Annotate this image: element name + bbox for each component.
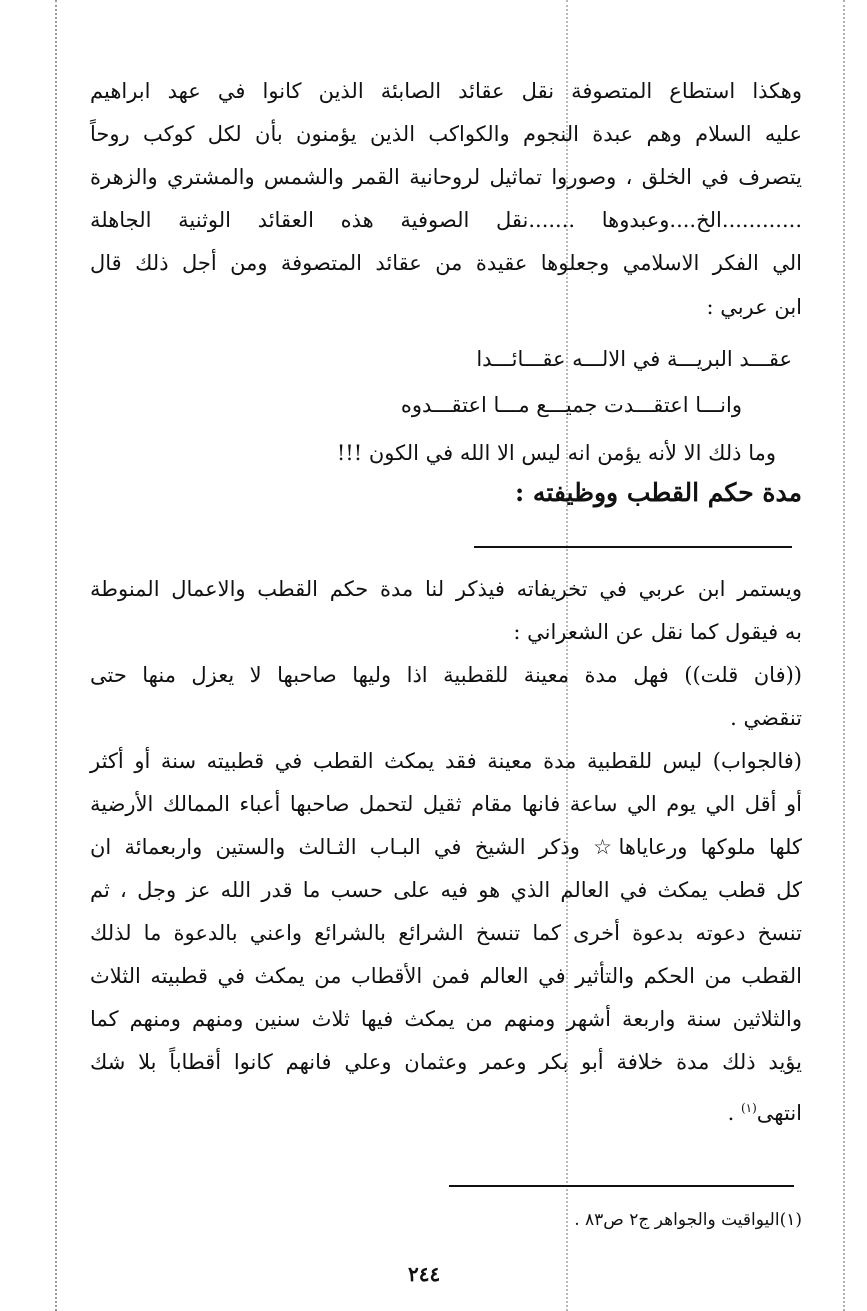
paragraph-2-line: ويستمر ابن عربي في تخريفاته فيذكر لنا مدة حكم القطب والاعمال المنوطة <box>90 577 802 601</box>
paragraph-1-line: عليه السلام وهم عبدة النجوم والكواكب الذين يؤمنون بأن لكل كوكب روحاً <box>90 122 802 146</box>
paragraph-2-end: . <box>727 1101 741 1125</box>
paragraph-2-line: كلها ملوكها ورعاياها☆ وذكر الشيخ في البـاب الثـالث والستين واربعمائة ان <box>90 835 802 859</box>
paragraph-1-line: الي الفكر الاسلامي وجعلوها عقيدة من عقائد المتصوفة ومن أجل ذلك قال <box>90 251 802 275</box>
paragraph-2-line: ((فان قلت)) فهل مدة معينة للقطبية اذا وليها صاحبها لا يعزل منها حتى <box>90 663 802 687</box>
closing-line-block <box>90 432 802 474</box>
paragraph-2-line: تنسخ دعوته بدعوة أخرى كما تنسخ الشرائع بالشرائع واعني بالدعوة ما لذلك <box>90 921 802 945</box>
paragraph-1-line: ............الخ....وعبدوها .......نقل الصوفية هذه العقائد الوثنية الجاهلة <box>90 208 802 232</box>
poem-verse: وانـــا اعتقـــدت جميـــع مـــا اعتقـــدوه <box>400 393 742 417</box>
page-number: ٢٤٤ <box>408 1262 441 1286</box>
paragraph-2 <box>90 568 802 1168</box>
paragraph-2-line: والثلاثين سنة واربعة أشهر ومنهم من يمكث فيها ثلاث سنين ومنهم ومنهم كما <box>90 1007 802 1031</box>
footnote: (١)اليواقيت والجواهر ج٢ ص٨٣ . <box>574 1210 802 1230</box>
footnote-rule <box>449 1185 794 1187</box>
paragraph-2-line: انتهى <box>756 1101 802 1125</box>
paragraph-2-last-line <box>90 1087 802 1134</box>
closing-line: وما ذلك الا لأنه يؤمن انه ليس الا الله في الكون !!! <box>336 441 776 465</box>
paragraph-2-line: يؤيد ذلك مدة خلافة أبو بكر وعمر وعثمان وعلي فانهم كانوا أقطاباً بلا شك <box>90 1050 802 1074</box>
paragraph-1-line: ابن عربي : <box>706 295 802 319</box>
scan-edge-left <box>55 0 57 1311</box>
paragraph-2-line: القطب من الحكم والتأثير في العالم فمن الأقطاب من يمكث في قطبيته الثلاث <box>90 964 802 988</box>
paragraph-2-line: (فالجواب) ليس للقطبية مدة معينة فقد يمكث القطب في قطبيته سنة أو أكثر <box>90 749 802 773</box>
footnote-marker: (١) <box>740 1101 757 1115</box>
paragraph-2-line: تنقضي . <box>730 706 802 730</box>
paragraph-2-line: به فيقول كما نقل عن الشعراني : <box>513 620 802 644</box>
paragraph-2-line: أو أقل الي يوم الي ساعة فانها مقام ثقيل لتحمل صاحبها أعباء الممالك الأرضية <box>90 792 802 816</box>
poem-verse: عقـــد البريـــة في الالـــه عقـــائـــدا <box>476 347 792 371</box>
paragraph-1 <box>90 70 802 330</box>
paragraph-1-line: وهكذا استطاع المتصوفة نقل عقائد الصابئة الذين كانوا في عهد ابراهيم <box>90 79 802 103</box>
paragraph-2-line: كل قطب يمكث في العالم الذي هو فيه على حسب ما قدر الله عز وجل ، ثم <box>90 878 802 902</box>
section-heading: مدة حكم القطب ووظيفته : <box>515 478 802 507</box>
paragraph-1-line: يتصرف في الخلق ، وصوروا تماثيل لروحانية القمر والشمس والمشتري والزهرة <box>90 165 802 189</box>
heading-rule <box>474 546 792 548</box>
scan-edge-right <box>843 0 845 1311</box>
poem <box>90 338 802 428</box>
